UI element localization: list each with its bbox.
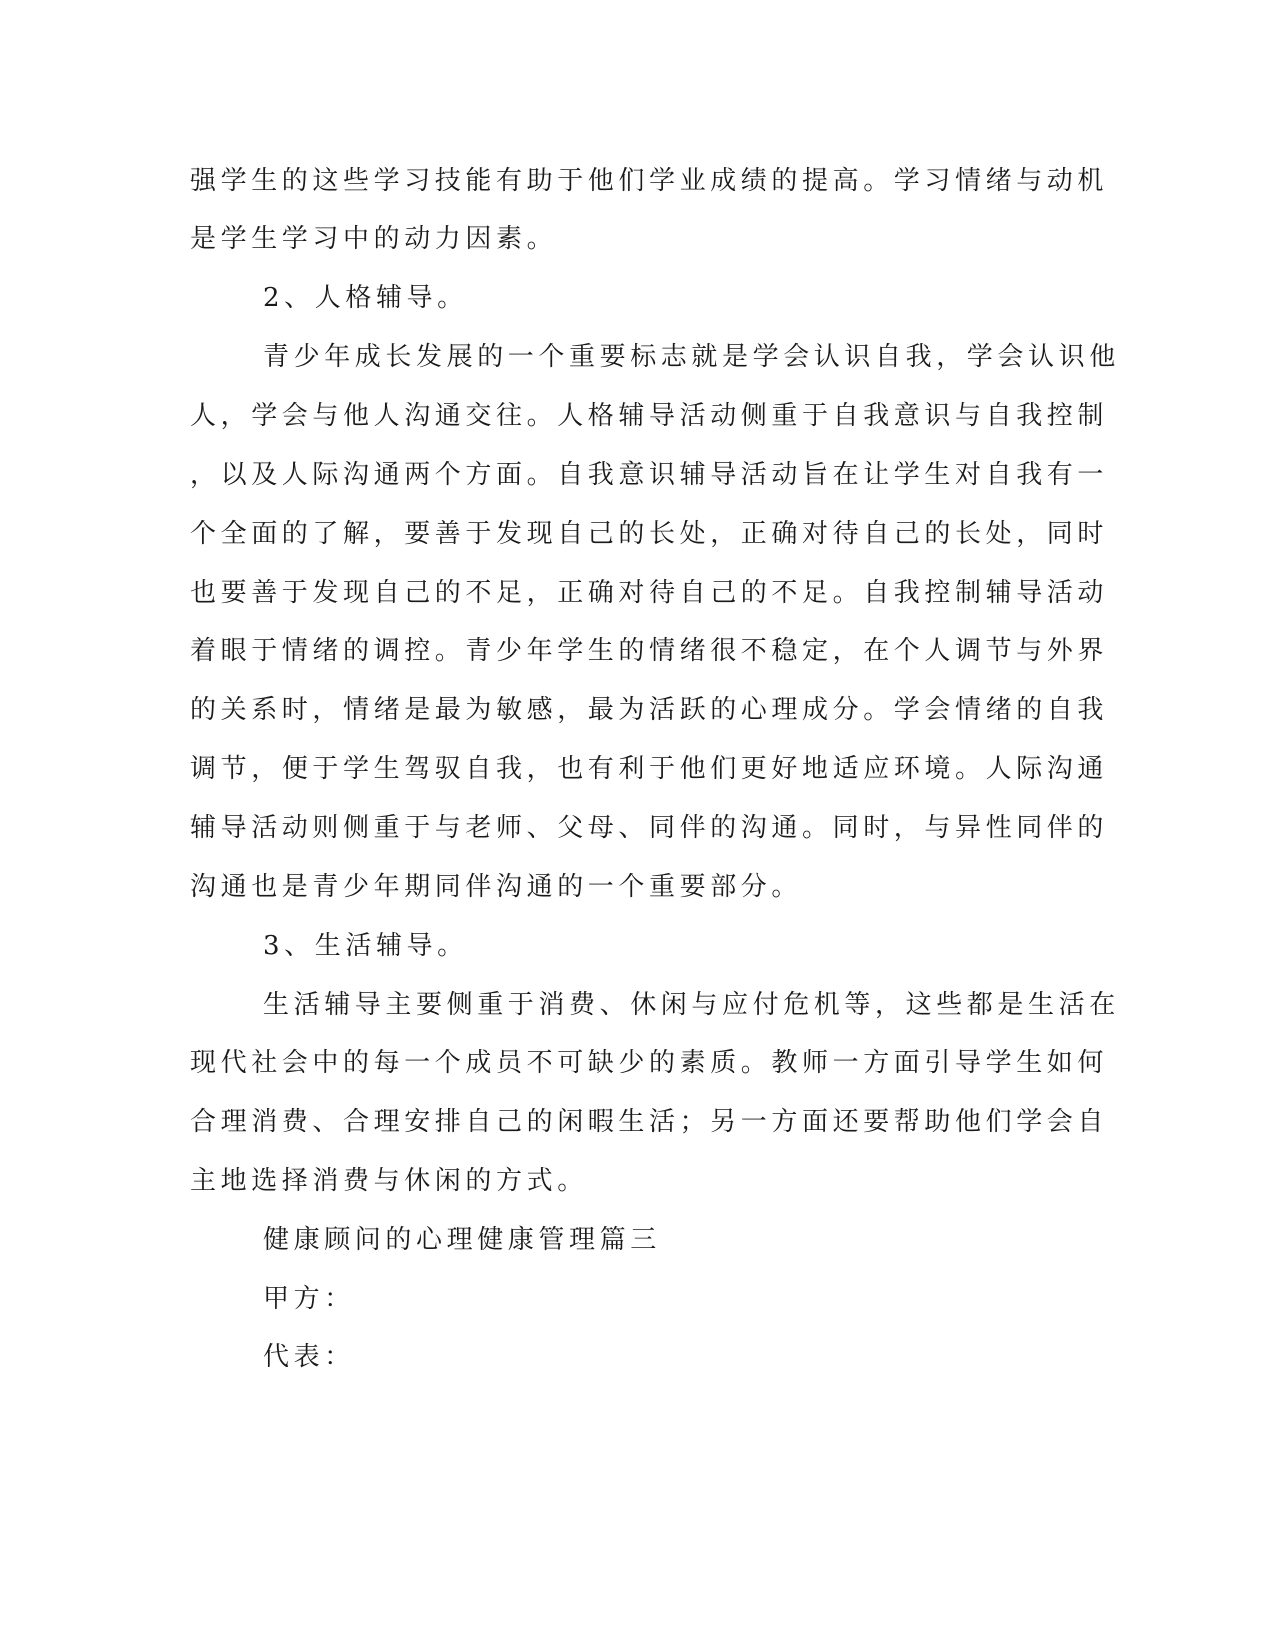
body-text-line: 合理消费、合理安排自己的闲暇生活；另一方面还要帮助他们学会自 (190, 1107, 1109, 1137)
paragraph-start: 青少年成长发展的一个重要标志就是学会认识自我，学会认识他 (263, 342, 1120, 372)
body-text-line: 着眼于情绪的调控。青少年学生的情绪很不稳定，在个人调节与外界 (190, 636, 1109, 666)
body-text-line: ，以及人际沟通两个方面。自我意识辅导活动旨在让学生对自我有一 (190, 460, 1109, 490)
representative-label: 代表： (263, 1342, 355, 1372)
section-heading-2: 2、人格辅导。 (263, 283, 468, 313)
body-text-line: 也要善于发现自己的不足，正确对待自己的不足。自我控制辅导活动 (190, 578, 1109, 608)
body-text-line: 人，学会与他人沟通交往。人格辅导活动侧重于自我意识与自我控制 (190, 401, 1109, 431)
body-text-line: 的关系时，情绪是最为敏感，最为活跃的心理成分。学会情绪的自我 (190, 695, 1109, 725)
body-text-line: 沟通也是青少年期同伴沟通的一个重要部分。 (190, 872, 803, 902)
body-text-line: 个全面的了解，要善于发现自己的长处，正确对待自己的长处，同时 (190, 519, 1109, 549)
body-text-line: 现代社会中的每一个成员不可缺少的素质。教师一方面引导学生如何 (190, 1048, 1109, 1078)
paragraph-start: 生活辅导主要侧重于消费、休闲与应付危机等，这些都是生活在 (263, 990, 1120, 1020)
body-text-line: 强学生的这些学习技能有助于他们学业成绩的提高。学习情绪与动机 (190, 166, 1109, 196)
section-heading-3: 3、生活辅导。 (263, 931, 468, 961)
party-a-label: 甲方： (263, 1284, 355, 1314)
article-title: 健康顾问的心理健康管理篇三 (263, 1225, 661, 1255)
body-text-line: 调节，便于学生驾驭自我，也有利于他们更好地适应环境。人际沟通 (190, 754, 1109, 784)
body-text-line: 辅导活动则侧重于与老师、父母、同伴的沟通。同时，与异性同伴的 (190, 813, 1109, 843)
body-text-line: 主地选择消费与休闲的方式。 (190, 1166, 588, 1196)
body-text-line: 是学生学习中的动力因素。 (190, 224, 558, 254)
